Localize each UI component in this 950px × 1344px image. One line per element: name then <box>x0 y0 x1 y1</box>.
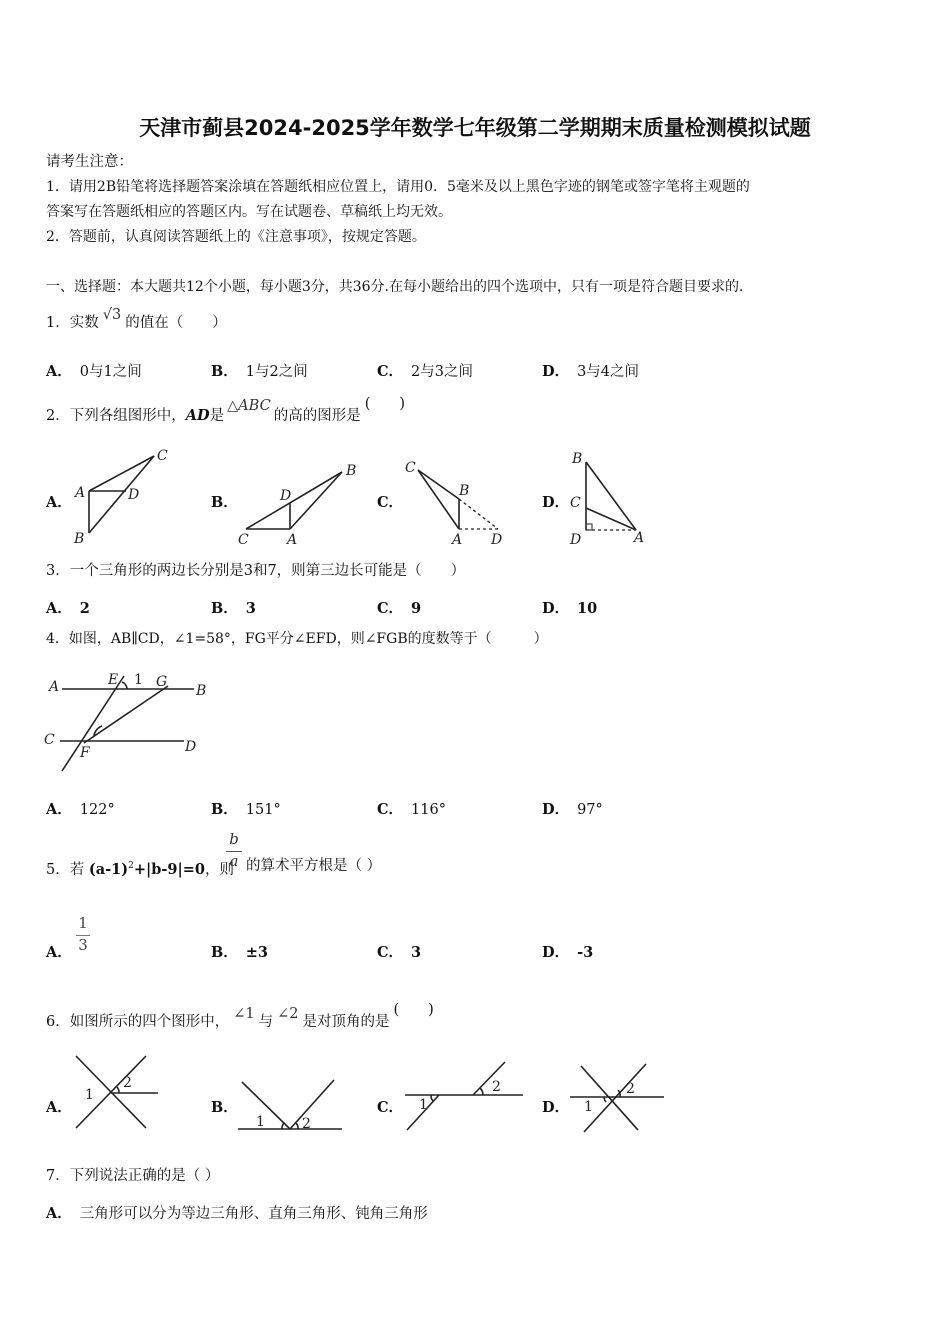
svg-text:A: A <box>452 532 463 548</box>
option-a[interactable]: A． <box>46 1099 72 1116</box>
notice-line-1: 1．请用2B铅笔将选择题答案涂填在答题纸相应位置上，请用0．5毫米及以上黑色字迹的钢笔或签字笔将主观题的 <box>46 179 750 195</box>
svg-text:A: A <box>75 485 86 501</box>
option-c[interactable]: C． 9 <box>377 600 422 617</box>
svg-text:F: F <box>80 745 90 761</box>
option-b[interactable]: B． 1与2之间 <box>211 363 308 380</box>
svg-text:C: C <box>44 732 55 748</box>
svg-text:B: B <box>74 531 85 547</box>
option-a[interactable]: A． <box>46 944 72 961</box>
svg-text:A: A <box>634 530 645 546</box>
svg-text:1: 1 <box>584 1099 593 1115</box>
option-d[interactable]: D． <box>542 1099 570 1116</box>
option-d[interactable]: D． -3 <box>542 944 594 961</box>
option-b[interactable]: B． 151° <box>211 801 281 818</box>
svg-text:D: D <box>570 532 582 548</box>
svg-text:D: D <box>128 487 140 503</box>
svg-text:B: B <box>346 463 357 479</box>
svg-text:E: E <box>108 672 119 688</box>
q2-figure-b <box>232 458 367 550</box>
question-text: 的值在（ ） <box>125 315 227 331</box>
option-c[interactable]: C． <box>377 494 404 511</box>
option-c[interactable]: C． <box>377 1099 404 1116</box>
fraction-b-over-a: b a <box>226 830 242 870</box>
svg-text:D: D <box>185 739 197 755</box>
question-3: 3．一个三角形的两边长分别是3和7，则第三边长可能是（ ） <box>46 563 466 579</box>
svg-text:A: A <box>287 532 298 548</box>
option-d[interactable]: D． 3与4之间 <box>542 363 640 380</box>
question-4: 4．如图，AB∥CD，∠1=58°，FG平分∠EFD，则∠FGB的度数等于（ ） <box>46 631 548 647</box>
svg-text:C: C <box>405 460 416 476</box>
notice-heading: 请考生注意： <box>46 154 133 170</box>
svg-text:D: D <box>491 532 503 548</box>
option-c[interactable]: C． 3 <box>377 944 422 961</box>
sqrt-expression: √3 <box>102 307 122 323</box>
question-2: 2．下列各组图形中，AD是△ABC的高的图形是( ) <box>46 396 406 424</box>
svg-text:C: C <box>570 495 581 511</box>
q6-figure-a <box>72 1052 162 1134</box>
q4-figure-parallel-lines <box>42 665 217 775</box>
svg-text:2: 2 <box>626 1081 635 1097</box>
fraction-one-third: 1 3 <box>76 914 90 954</box>
q2-figure-d <box>566 448 666 550</box>
option-a[interactable]: A． 2 <box>46 600 90 617</box>
svg-text:1: 1 <box>134 672 143 688</box>
question-6: 6．如图所示的四个图形中， ∠1 与 ∠2 是对顶角的是( ) <box>46 1002 434 1030</box>
svg-text:B: B <box>196 683 207 699</box>
q2-figure-a <box>66 445 176 550</box>
page-title: 天津市蓟县2024-2025学年数学七年级第二学期期末质量检测模拟试题 <box>139 116 811 140</box>
svg-text:1: 1 <box>256 1114 265 1130</box>
question-text: 实数 <box>69 315 99 331</box>
option-a[interactable]: A． <box>46 494 72 511</box>
question-1 <box>46 307 227 332</box>
question-number: 1． <box>46 315 70 331</box>
svg-text:2: 2 <box>492 1079 501 1095</box>
option-a[interactable]: A． 122° <box>46 801 115 818</box>
svg-text:C: C <box>238 532 249 548</box>
svg-text:B: B <box>572 451 583 467</box>
svg-text:2: 2 <box>302 1116 311 1132</box>
q6-figure-b <box>236 1076 346 1134</box>
svg-text:1: 1 <box>419 1097 428 1113</box>
svg-text:1: 1 <box>85 1087 94 1103</box>
svg-text:B: B <box>459 483 470 499</box>
notice-line-2: 2．答题前，认真阅读答题纸上的《注意事项》，按规定答题。 <box>46 229 426 245</box>
svg-text:2: 2 <box>123 1075 132 1091</box>
option-b[interactable]: B． 3 <box>211 600 256 617</box>
option-b[interactable]: B． <box>211 494 238 511</box>
option-d[interactable]: D． 97° <box>542 801 603 818</box>
question-7: 7．下列说法正确的是（ ） <box>46 1168 220 1184</box>
svg-text:A: A <box>49 679 60 695</box>
svg-text:C: C <box>157 448 168 464</box>
triangle-abc-math: △ABC <box>227 398 271 414</box>
notice-line-1b: 答案写在答题纸相应的答题区内。写在试题卷、草稿纸上均无效。 <box>46 204 452 220</box>
option-d[interactable]: D． <box>542 494 570 511</box>
q2-figure-c <box>398 455 518 550</box>
option-c[interactable]: C． 116° <box>377 801 446 818</box>
svg-text:D: D <box>280 488 292 504</box>
svg-text:G: G <box>156 674 168 690</box>
question-5-tail: 的算术平方根是（ ） <box>246 858 382 874</box>
option-a[interactable]: A． 三角形可以分为等边三角形、直角三角形、钝角三角形 <box>46 1205 428 1222</box>
q6-figure-d <box>568 1060 668 1134</box>
option-b[interactable]: B． <box>211 1099 238 1116</box>
option-c[interactable]: C． 2与3之间 <box>377 363 473 380</box>
q6-figure-c <box>403 1060 528 1134</box>
option-a[interactable]: A． 0与1之间 <box>46 363 142 380</box>
question-5: 5．若 $(a-1)^2+|b-9|=0$，则 <box>46 860 234 878</box>
section-heading: 一、选择题：本大题共12个小题，每小题3分，共36分.在每小题给出的四个选项中，只有一项是符合题目要求的. <box>46 279 744 295</box>
option-d[interactable]: D． 10 <box>542 600 598 617</box>
option-b[interactable]: B． ±3 <box>211 944 269 961</box>
